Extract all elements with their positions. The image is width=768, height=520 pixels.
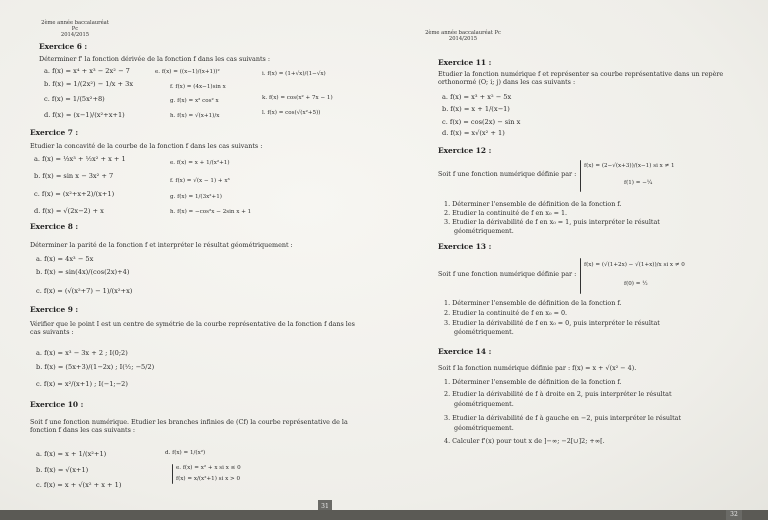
ex6-item-l: l. f(x) = cos(√(x²+5)) <box>262 110 321 116</box>
ex13-item-1: 1. Déterminer l'ensemble de définition de la fonction f. <box>444 299 622 307</box>
left-header-line1: 2ème année baccalauréat Pc <box>41 20 109 32</box>
ex7-item-a: a. f(x) = ⅓x³ + ½x² + x + 1 <box>34 155 126 163</box>
right-header-line1: 2ème année baccalauréat Pc <box>425 30 501 36</box>
exercise-10-title: Exercice 10 : <box>30 400 84 409</box>
ex6-item-e: e. f(x) = ((x−1)/(x+1))² <box>155 69 220 75</box>
ex8-item-b: b. f(x) = sin(4x)/(cos(2x)+4) <box>36 268 130 276</box>
ex10-item-b: b. f(x) = √(x+1) <box>36 466 89 474</box>
exercise-11-intro: Etudier la fonction numérique f et représenter sa courbe représentative dans un repère orthonormé (O; i; j) dans les cas suivants : <box>438 70 724 86</box>
exercise-12-title: Exercice 12 : <box>438 146 492 155</box>
ex6-item-c: c. f(x) = 1/(5x²+8) <box>44 95 105 103</box>
exercise-14-title: Exercice 14 : <box>438 347 492 356</box>
ex11-item-d: d. f(x) = x√(x² + 1) <box>442 129 505 137</box>
ex13-item-3: 3. Etudier la dérivabilité de f en x₀ = 0, puis interpréter le résultat <box>444 319 660 327</box>
ex14-item-2-cont: géométriquement. <box>454 400 514 408</box>
ex12-item-3-cont: géométriquement. <box>454 227 514 235</box>
ex10-item-e-brace <box>172 464 173 484</box>
right-page-number: 32 <box>726 510 742 520</box>
ex6-item-f: f. f(x) = (4x−1)sin x <box>170 84 226 90</box>
left-header <box>40 20 110 38</box>
exercise-8-intro: Déterminer la parité de la fonction f et interpréter le résultat géométriquement : <box>30 241 293 249</box>
exercise-10-intro: Soit f une fonction numérique. Etudier les branches infinies de (Cf) la courbe représentative de la fonction f dans les cas suivants : <box>30 418 348 434</box>
ex6-item-k: k. f(x) = cos(x² + 7x − 1) <box>262 95 333 101</box>
exercise-12-def-intro: Soit f une fonction numérique définie par : <box>438 170 577 178</box>
bottom-shadow <box>0 510 768 520</box>
exercise-13-title: Exercice 13 : <box>438 242 492 251</box>
ex14-item-2: 2. Etudier la dérivabilité de f à droite en 2, puis interpréter le résultat <box>444 390 672 398</box>
ex14-item-4: 4. Calculer f'(x) pour tout x de ]−∞; −2[∪]2; +∞[. <box>444 437 605 445</box>
ex7-item-g: g. f(x) = 1/(3x²+1) <box>170 194 222 200</box>
ex13-def-line1: f(x) = (√(1+2x) − √(1+x))/x si x ≠ 0 <box>584 262 685 268</box>
ex7-item-h: h. f(x) = −cos²x − 2sin x + 1 <box>170 209 252 215</box>
exercise-7-intro: Etudier la concavité de la courbe de la fonction f dans les cas suivants : <box>30 142 263 150</box>
ex10-item-e-line2: f(x) = x/(x²+1) si x > 0 <box>176 476 241 482</box>
ex14-item-1: 1. Déterminer l'ensemble de définition de la fonction f. <box>444 378 622 386</box>
ex9-item-a: a. f(x) = x³ − 3x + 2 ; I(0;2) <box>36 349 128 357</box>
exercise-8-title: Exercice 8 : <box>30 222 79 231</box>
exercise-9-intro: Vérifier que le point I est un centre de symétrie de la courbe représentative de la fonction f dans les cas suivants : <box>30 320 355 336</box>
ex10-item-c: c. f(x) = x + √(x² + x + 1) <box>36 481 122 489</box>
ex10-item-e-line1: e. f(x) = x² + x si x ≤ 0 <box>176 465 241 471</box>
ex8-item-c: c. f(x) = (√(x²+7) − 1)/(x²+x) <box>36 287 133 295</box>
ex6-item-b: b. f(x) = 1/(2x²) − 1/x + 3x <box>44 80 134 88</box>
ex12-def-line1: f(x) = (2−√(x+3))/(x−1) si x ≠ 1 <box>584 163 675 169</box>
ex6-item-a: a. f(x) = x⁴ + x³ − 2x² − 7 <box>44 67 130 75</box>
exercise-14-intro: Soit f la fonction numérique définie par : f(x) = x + √(x² − 4). <box>438 364 637 372</box>
ex12-item-3: 3. Etudier la dérivabilité de f en x₀ = 1, puis interpréter le résultat <box>444 218 660 226</box>
ex13-item-2: 2. Etudier la continuité de f en x₀ = 0. <box>444 309 568 317</box>
ex12-item-1: 1. Déterminer l'ensemble de définition de la fonction f. <box>444 200 622 208</box>
ex9-item-b: b. f(x) = (5x+3)/(1−2x) ; I(½; −5/2) <box>36 363 155 371</box>
exercise-11-title: Exercice 11 : <box>438 58 492 67</box>
ex7-item-c: c. f(x) = (x²+x+2)/(x+1) <box>34 190 115 198</box>
ex13-item-3-cont: géométriquement. <box>454 328 514 336</box>
ex10-item-d: d. f(x) = 1/(x²) <box>165 450 206 456</box>
left-header-line2: 2014/2015 <box>60 32 90 38</box>
ex10-item-a: a. f(x) = x + 1/(x²+1) <box>36 450 107 458</box>
ex14-item-3: 3. Etudier la dérivabilité de f à gauche en −2, puis interpréter le résultat <box>444 414 682 422</box>
ex7-item-d: d. f(x) = √(2x−2) + x <box>34 207 104 215</box>
exercise-6-intro: Déterminer f' la fonction dérivée de la fonction f dans les cas suivants : <box>39 55 271 63</box>
ex12-def-brace <box>580 160 581 192</box>
ex11-item-a: a. f(x) = x³ + x² − 5x <box>442 93 512 101</box>
exercise-13-def-intro: Soit f une fonction numérique définie par : <box>438 270 577 278</box>
exercise-9-title: Exercice 9 : <box>30 305 79 314</box>
exercise-6-title: Exercice 6 : <box>39 42 88 51</box>
ex9-item-c: c. f(x) = x²/(x+1) ; I(−1;−2) <box>36 380 128 388</box>
ex11-item-b: b. f(x) = x + 1/(x−1) <box>442 105 510 113</box>
ex6-item-h: h. f(x) = √(x+1)/x <box>170 113 220 119</box>
ex7-item-e: e. f(x) = x + 1/(x²+1) <box>170 160 230 166</box>
ex11-item-c: c. f(x) = cos(2x) − sin x <box>442 118 521 126</box>
ex12-item-2: 2. Etudier la continuité de f en x₀ = 1. <box>444 209 568 217</box>
right-header <box>418 30 508 42</box>
ex12-def-line2: f(1) = −¼ <box>624 180 653 186</box>
ex6-item-d: d. f(x) = (x−1)/(x²+x+1) <box>44 111 125 119</box>
exercise-7-title: Exercice 7 : <box>30 128 79 137</box>
right-header-line2: 2014/2015 <box>448 36 478 42</box>
ex6-item-i: i. f(x) = (1+√x)/(1−√x) <box>262 71 326 77</box>
ex14-item-3-cont: géométriquement. <box>454 424 514 432</box>
ex7-item-b: b. f(x) = sin x − 3x² + 7 <box>34 172 114 180</box>
ex8-item-a: a. f(x) = 4x³ − 5x <box>36 255 94 263</box>
left-page-number: 31 <box>318 500 332 514</box>
ex6-item-g: g. f(x) = x² cos² x <box>170 98 219 104</box>
ex7-item-f: f. f(x) = √(x − 1) + x³ <box>170 178 230 184</box>
ex13-def-line2: f(0) = ½ <box>624 281 648 287</box>
ex13-def-brace <box>580 258 581 294</box>
